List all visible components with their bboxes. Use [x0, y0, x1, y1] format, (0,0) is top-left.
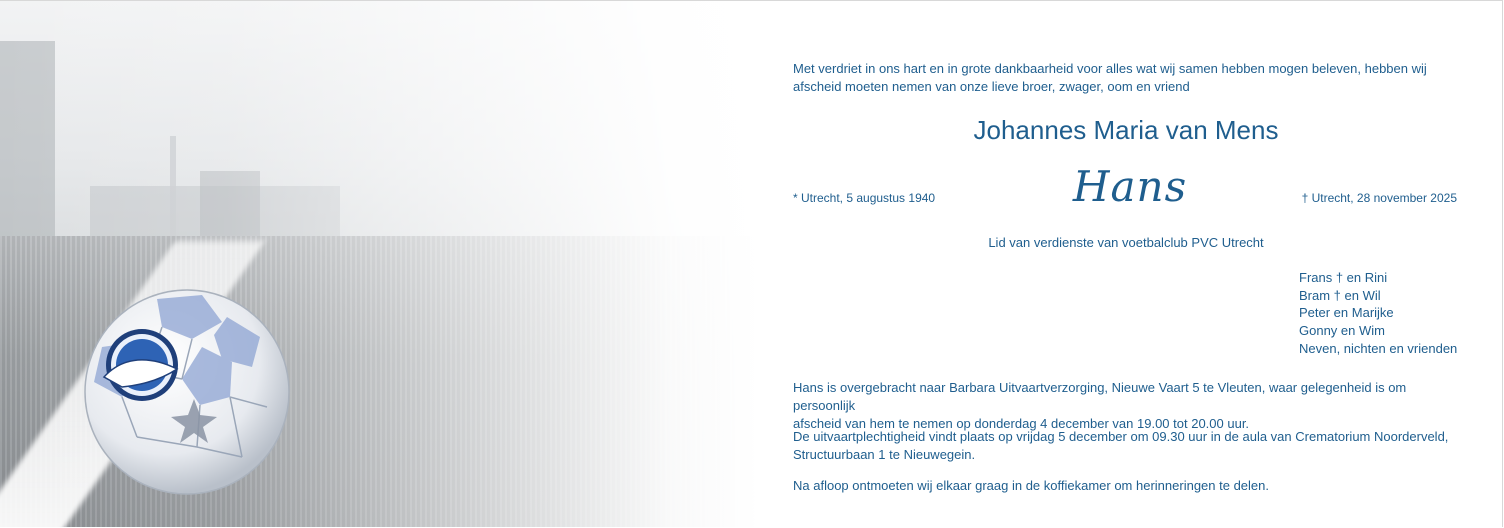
funeral-paragraph — [793, 428, 1459, 464]
paragraph-line: Hans is overgebracht naar Barbara Uitvaartverzorging, Nieuwe Vaart 5 te Vleuten, waar gelegenheid is om persoonlijk — [793, 380, 1407, 413]
football-image — [82, 287, 292, 497]
paragraph-line: Structuurbaan 1 te Nieuwegein. — [793, 447, 976, 462]
family-member: Frans † en Rini — [1299, 270, 1388, 285]
family-list — [1299, 269, 1457, 358]
reception-paragraph — [793, 477, 1459, 495]
birth-info: * Utrecht, 5 augustus 1940 — [793, 191, 936, 205]
intro-line: Met verdriet in ons hart en in grote dankbaarheid voor alles wat wij samen hebben mogen beleven, hebben wij — [793, 61, 1427, 76]
intro-line: afscheid moeten nemen van onze lieve broer, zwager, oom en vriend — [793, 79, 1190, 94]
football-field-photo — [0, 1, 760, 527]
family-member: Bram † en Wil — [1299, 287, 1381, 303]
viewing-paragraph — [793, 379, 1459, 433]
deceased-name: Johannes Maria van Mens — [973, 115, 1279, 145]
paragraph-line: Na afloop ontmoeten wij elkaar graag in de koffiekamer om herinneringen te delen. — [793, 478, 1269, 493]
family-member: Neven, nichten en vrienden — [1299, 340, 1458, 356]
nickname: Hans — [1072, 162, 1188, 211]
family-member: Peter en Marijke — [1299, 305, 1394, 321]
family-member: Gonny en Wim — [1299, 323, 1385, 339]
club-membership: Lid van verdienste van voetbalclub PVC Utrecht — [988, 235, 1264, 250]
intro-text — [793, 60, 1459, 96]
paragraph-line: afscheid van hem te nemen op donderdag 4 december van 19.00 tot 20.00 uur. — [793, 416, 1250, 431]
death-info: † Utrecht, 28 november 2025 — [1301, 191, 1457, 205]
paragraph-line: De uitvaartplechtigheid vindt plaats op vrijdag 5 december om 09.30 uur in de aula van Crematorium Noorderveld, — [793, 429, 1449, 444]
